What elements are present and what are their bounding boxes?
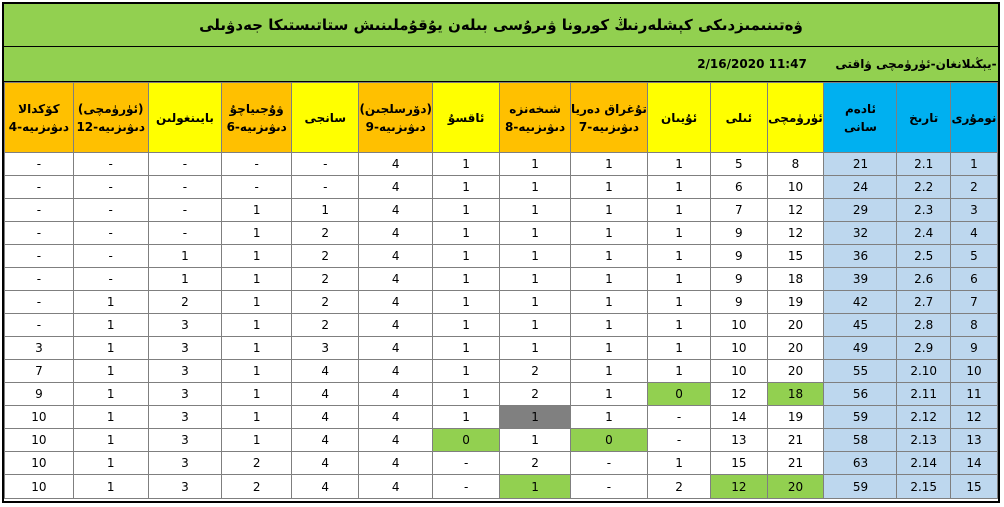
column-header-line: 9-دىۋىزىيە	[365, 119, 426, 134]
table-cell[interactable]: 1	[571, 222, 648, 245]
table-cell[interactable]: 1	[647, 199, 710, 222]
table-cell[interactable]: 1	[571, 176, 648, 199]
column-header-line: 4-دىۋىزىيە	[8, 119, 69, 134]
column-header	[571, 83, 648, 153]
table-cell[interactable]: 2.9	[897, 337, 950, 360]
table-cell[interactable]: -	[647, 406, 710, 429]
column-header	[222, 83, 292, 153]
table-cell[interactable]: 1	[647, 291, 710, 314]
table-cell[interactable]: 21	[767, 452, 824, 475]
table-cell[interactable]: 15	[711, 452, 767, 475]
column-header-line: 6-دىۋىزىيە	[226, 119, 287, 134]
table-row	[5, 268, 998, 291]
table-cell[interactable]: 1	[432, 199, 499, 222]
table-cell[interactable]: 9	[711, 245, 767, 268]
table-cell[interactable]: 4	[359, 475, 433, 499]
table-cell[interactable]: 10	[711, 360, 767, 383]
column-header-line: ئادەم	[844, 101, 876, 116]
table-cell[interactable]: 4	[359, 314, 433, 337]
column-header-line: سانى	[843, 119, 877, 134]
table-cell[interactable]: -	[222, 153, 292, 176]
table-cell[interactable]: 55	[824, 360, 897, 383]
table-cell[interactable]: 36	[824, 245, 897, 268]
table-cell[interactable]: 1	[647, 222, 710, 245]
table-cell[interactable]: 14	[950, 452, 997, 475]
table-cell[interactable]: 1	[571, 360, 648, 383]
table-cell[interactable]: 20	[767, 360, 824, 383]
column-header-line: ۋۇجىياچۇ	[229, 101, 284, 116]
table-cell[interactable]: 0	[571, 429, 648, 452]
table-cell[interactable]: 2.2	[897, 176, 950, 199]
table-cell[interactable]: 1	[222, 337, 292, 360]
column-header-line: كۆكدالا	[18, 101, 60, 116]
table-cell[interactable]: 4	[359, 222, 433, 245]
table-title	[4, 4, 998, 47]
table-cell[interactable]: -	[73, 153, 148, 176]
table-cell[interactable]: 1	[647, 314, 710, 337]
column-header	[950, 83, 997, 153]
table-cell[interactable]: 8	[767, 153, 824, 176]
table-cell[interactable]: 5	[711, 153, 767, 176]
table-cell[interactable]: 10	[711, 314, 767, 337]
spreadsheet	[2, 2, 1000, 503]
table-row	[5, 429, 998, 452]
table-cell[interactable]: 1	[571, 383, 648, 406]
table-row	[5, 383, 998, 406]
table-cell[interactable]: 4	[359, 245, 433, 268]
table-row	[5, 475, 998, 499]
table-cell[interactable]: 4	[292, 406, 359, 429]
column-header	[5, 83, 74, 153]
table-cell[interactable]: 1	[432, 222, 499, 245]
table-cell[interactable]: 1	[647, 176, 710, 199]
table-cell[interactable]: 20	[767, 475, 824, 499]
table-cell[interactable]: 7	[950, 291, 997, 314]
table-cell[interactable]: 10	[950, 360, 997, 383]
table-cell[interactable]: -	[5, 222, 74, 245]
table-cell[interactable]: 10	[5, 429, 74, 452]
table-cell[interactable]: 10	[767, 176, 824, 199]
table-cell[interactable]: 4	[359, 268, 433, 291]
table-row	[5, 291, 998, 314]
table-cell[interactable]: 4	[359, 199, 433, 222]
table-cell[interactable]: 42	[824, 291, 897, 314]
table-cell[interactable]: 7	[711, 199, 767, 222]
table-cell[interactable]: 59	[824, 475, 897, 499]
table-cell[interactable]: -	[432, 452, 499, 475]
table-cell[interactable]: 2	[500, 360, 571, 383]
table-cell[interactable]: 4	[359, 383, 433, 406]
table-cell[interactable]: 2	[148, 291, 222, 314]
table-cell[interactable]: -	[5, 268, 74, 291]
table-cell[interactable]: 13	[711, 429, 767, 452]
table-cell[interactable]: 1	[500, 268, 571, 291]
table-cell[interactable]: -	[73, 222, 148, 245]
table-cell[interactable]: 6	[711, 176, 767, 199]
update-timestamp: 2/16/2020 11:47	[697, 57, 807, 71]
table-cell[interactable]: 59	[824, 406, 897, 429]
table-cell[interactable]: 10	[5, 406, 74, 429]
table-cell[interactable]: 1	[500, 153, 571, 176]
table-row	[5, 337, 998, 360]
column-header-line: تارىخ	[909, 110, 939, 125]
table-cell[interactable]: 2.15	[897, 475, 950, 499]
table-cell[interactable]: 49	[824, 337, 897, 360]
table-cell[interactable]: 4	[292, 452, 359, 475]
column-header-line: ئۈرۈمچى	[768, 110, 823, 125]
table-cell[interactable]: -	[5, 314, 74, 337]
table-cell[interactable]: -	[222, 176, 292, 199]
table-cell[interactable]: 1	[432, 314, 499, 337]
table-cell[interactable]: 2.5	[897, 245, 950, 268]
table-cell[interactable]: 1	[292, 199, 359, 222]
table-cell[interactable]: 4	[359, 360, 433, 383]
table-cell[interactable]: 2	[500, 383, 571, 406]
table-cell[interactable]: 2.13	[897, 429, 950, 452]
table-cell[interactable]: -	[292, 176, 359, 199]
table-cell[interactable]: 1	[571, 314, 648, 337]
table-cell[interactable]: 2	[292, 314, 359, 337]
column-header-line: تۇغراق دەريا	[571, 101, 647, 116]
column-header	[500, 83, 571, 153]
table-cell[interactable]: 2.8	[897, 314, 950, 337]
table-row	[5, 199, 998, 222]
column-header	[432, 83, 499, 153]
table-cell[interactable]: 39	[824, 268, 897, 291]
column-header-line: بايىنغولىن	[156, 110, 214, 125]
table-cell[interactable]: 4	[950, 222, 997, 245]
table-cell[interactable]: 2.6	[897, 268, 950, 291]
table-cell[interactable]: 2.4	[897, 222, 950, 245]
table-cell[interactable]: 3	[148, 452, 222, 475]
table-cell[interactable]: 1	[432, 383, 499, 406]
table-cell[interactable]: 3	[292, 337, 359, 360]
table-cell[interactable]: 18	[767, 383, 824, 406]
table-cell[interactable]: 4	[359, 153, 433, 176]
column-header-line: 7-دىۋىزىيە	[578, 119, 640, 134]
table-cell[interactable]: 2.7	[897, 291, 950, 314]
table-cell[interactable]: 1	[647, 153, 710, 176]
table-cell[interactable]: 1	[571, 337, 648, 360]
table-cell[interactable]: 4	[292, 383, 359, 406]
column-header	[711, 83, 767, 153]
table-cell[interactable]: 6	[950, 268, 997, 291]
table-cell[interactable]: 1	[647, 245, 710, 268]
table-cell[interactable]: 11	[950, 383, 997, 406]
table-cell[interactable]: 1	[647, 268, 710, 291]
table-cell[interactable]: 3	[5, 337, 74, 360]
table-cell[interactable]: 2	[222, 452, 292, 475]
table-cell[interactable]: 1	[500, 475, 571, 499]
table-cell[interactable]: 1	[73, 360, 148, 383]
table-cell[interactable]: 1	[222, 268, 292, 291]
table-cell[interactable]: 1	[222, 291, 292, 314]
table-cell[interactable]: 1	[222, 314, 292, 337]
table-title-text: ۋەتىنىمىزدىكى كېشلەرنىڭ كورونا ۋىرۇسى بىلەن يۇقۇملىنىش ستاتىستىكا جەدۋىلى	[199, 16, 803, 34]
table-cell[interactable]: 10	[5, 452, 74, 475]
table-cell[interactable]: 2	[292, 268, 359, 291]
table-cell[interactable]: 1	[432, 245, 499, 268]
table-cell[interactable]: 2	[222, 475, 292, 499]
table-cell[interactable]: 1	[500, 176, 571, 199]
column-header	[824, 83, 897, 153]
table-cell[interactable]: 1	[222, 429, 292, 452]
table-cell[interactable]: 29	[824, 199, 897, 222]
table-cell[interactable]: 1	[222, 406, 292, 429]
table-cell[interactable]: 4	[359, 452, 433, 475]
header-row	[5, 83, 998, 153]
table-cell[interactable]: 12	[950, 406, 997, 429]
table-cell[interactable]: 9	[711, 268, 767, 291]
table-cell[interactable]: 45	[824, 314, 897, 337]
column-header	[359, 83, 433, 153]
table-cell[interactable]: 58	[824, 429, 897, 452]
column-header	[292, 83, 359, 153]
table-cell[interactable]: -	[73, 268, 148, 291]
table-cell[interactable]: 1	[432, 406, 499, 429]
table-cell[interactable]: -	[73, 245, 148, 268]
column-header	[148, 83, 222, 153]
column-header-line: ئىلى	[725, 110, 753, 125]
table-cell[interactable]: 12	[767, 222, 824, 245]
table-cell[interactable]: 1	[73, 475, 148, 499]
table-cell[interactable]: 9	[950, 337, 997, 360]
table-cell[interactable]: 56	[824, 383, 897, 406]
table-row	[5, 245, 998, 268]
table-cell[interactable]: 1	[432, 176, 499, 199]
table-cell[interactable]: 63	[824, 452, 897, 475]
column-header-line: سانجى	[304, 110, 347, 125]
table-cell[interactable]: 9	[711, 222, 767, 245]
column-header-line: شىخەنزە	[509, 101, 561, 116]
table-cell[interactable]: 32	[824, 222, 897, 245]
table-cell[interactable]: 12	[711, 475, 767, 499]
table-cell[interactable]: -	[148, 153, 222, 176]
cases-table	[4, 82, 998, 499]
table-cell[interactable]: -	[5, 245, 74, 268]
table-cell[interactable]: 14	[711, 406, 767, 429]
table-cell[interactable]: 1	[148, 268, 222, 291]
table-cell[interactable]: 2.14	[897, 452, 950, 475]
table-cell[interactable]: 13	[950, 429, 997, 452]
table-cell[interactable]: 1	[647, 360, 710, 383]
table-cell[interactable]: 1	[73, 429, 148, 452]
table-cell[interactable]: 1	[500, 406, 571, 429]
column-header-line: 12-دىۋىزىيە	[76, 119, 145, 134]
table-cell[interactable]: 5	[950, 245, 997, 268]
table-cell[interactable]: 1	[571, 199, 648, 222]
table-cell[interactable]: 4	[292, 429, 359, 452]
table-cell[interactable]: 10	[5, 475, 74, 499]
table-cell[interactable]: 7	[5, 360, 74, 383]
table-row	[5, 153, 998, 176]
table-cell[interactable]: 21	[767, 429, 824, 452]
table-cell[interactable]: 1	[73, 337, 148, 360]
table-cell[interactable]: -	[5, 291, 74, 314]
table-cell[interactable]: -	[571, 475, 648, 499]
table-cell[interactable]: 24	[824, 176, 897, 199]
table-cell[interactable]: 1	[73, 452, 148, 475]
table-cell[interactable]: 1	[500, 199, 571, 222]
table-cell[interactable]: 2.1	[897, 153, 950, 176]
table-cell[interactable]: 1	[571, 291, 648, 314]
column-header-line: ئاقسۇ	[447, 110, 485, 125]
column-header-line: (ئۈرۈمچى)	[77, 101, 144, 116]
table-cell[interactable]: 4	[292, 475, 359, 499]
column-header	[767, 83, 824, 153]
table-cell[interactable]: 1	[222, 383, 292, 406]
table-cell[interactable]: 8	[950, 314, 997, 337]
table-cell[interactable]: 4	[292, 360, 359, 383]
column-header-line: (دۆرسلجىن)	[359, 101, 432, 116]
table-cell[interactable]: 1	[571, 268, 648, 291]
table-cell[interactable]: 1	[432, 360, 499, 383]
table-cell[interactable]: 10	[711, 337, 767, 360]
table-cell[interactable]: 1	[571, 406, 648, 429]
table-cell[interactable]: 1	[432, 337, 499, 360]
table-cell[interactable]: 20	[767, 337, 824, 360]
table-cell[interactable]: 1	[432, 268, 499, 291]
table-cell[interactable]: 15	[950, 475, 997, 499]
table-cell[interactable]: 2.10	[897, 360, 950, 383]
table-cell[interactable]: 2	[292, 291, 359, 314]
table-cell[interactable]: 12	[711, 383, 767, 406]
table-cell[interactable]: 1	[571, 245, 648, 268]
table-cell[interactable]: 1	[222, 360, 292, 383]
table-cell[interactable]: 1	[432, 291, 499, 314]
column-header-line: ئۇيىان	[660, 110, 698, 125]
table-cell[interactable]: 18	[767, 268, 824, 291]
info-bar	[4, 47, 998, 82]
table-cell[interactable]: 19	[767, 291, 824, 314]
table-cell[interactable]: 4	[359, 176, 433, 199]
table-cell[interactable]: 0	[432, 429, 499, 452]
table-cell[interactable]: 2.3	[897, 199, 950, 222]
table-cell[interactable]: 2	[950, 176, 997, 199]
table-cell[interactable]: 1	[647, 337, 710, 360]
table-cell[interactable]: -	[5, 199, 74, 222]
table-cell[interactable]: 3	[148, 429, 222, 452]
table-cell[interactable]: 1	[500, 222, 571, 245]
table-cell[interactable]: 4	[359, 429, 433, 452]
table-cell[interactable]: -	[5, 176, 74, 199]
table-cell[interactable]: 2	[292, 222, 359, 245]
table-cell[interactable]: -	[5, 153, 74, 176]
table-cell[interactable]: 9	[5, 383, 74, 406]
table-cell[interactable]: 1	[73, 291, 148, 314]
table-cell[interactable]: 1	[647, 452, 710, 475]
table-row	[5, 452, 998, 475]
table-cell[interactable]: 1	[500, 245, 571, 268]
table-cell[interactable]: -	[73, 176, 148, 199]
table-cell[interactable]: 1	[73, 383, 148, 406]
table-cell[interactable]: 12	[767, 199, 824, 222]
table-cell[interactable]: 15	[767, 245, 824, 268]
table-cell[interactable]: 0	[647, 383, 710, 406]
table-cell[interactable]: -	[148, 176, 222, 199]
table-cell[interactable]: 1	[73, 406, 148, 429]
table-cell[interactable]: 4	[359, 291, 433, 314]
table-cell[interactable]: 2.11	[897, 383, 950, 406]
table-cell[interactable]: 3	[950, 199, 997, 222]
table-cell[interactable]: -	[647, 429, 710, 452]
table-cell[interactable]: 1	[222, 245, 292, 268]
table-cell[interactable]: 3	[148, 475, 222, 499]
table-cell[interactable]: 3	[148, 406, 222, 429]
table-cell[interactable]: 2	[292, 245, 359, 268]
table-cell[interactable]: 3	[148, 314, 222, 337]
table-cell[interactable]: 1	[148, 245, 222, 268]
table-row	[5, 222, 998, 245]
table-cell[interactable]: 9	[711, 291, 767, 314]
table-row	[5, 314, 998, 337]
column-header-line: نومۇرى	[951, 110, 997, 125]
column-header-line: 8-دىۋىزىيە	[505, 119, 566, 134]
table-cell[interactable]: 2	[647, 475, 710, 499]
column-header	[897, 83, 950, 153]
table-cell[interactable]: 19	[767, 406, 824, 429]
table-cell[interactable]: 2	[500, 452, 571, 475]
table-cell[interactable]: 4	[359, 406, 433, 429]
table-cell[interactable]: 3	[148, 383, 222, 406]
column-header	[73, 83, 148, 153]
table-cell[interactable]: -	[292, 153, 359, 176]
table-row	[5, 360, 998, 383]
table-cell[interactable]: 3	[148, 337, 222, 360]
table-cell[interactable]: 1	[500, 429, 571, 452]
table-row	[5, 406, 998, 429]
table-cell[interactable]: 1	[500, 337, 571, 360]
table-cell[interactable]: 20	[767, 314, 824, 337]
table-cell[interactable]: -	[571, 452, 648, 475]
table-cell[interactable]: 1	[222, 199, 292, 222]
table-cell[interactable]: -	[73, 199, 148, 222]
table-cell[interactable]: 1	[950, 153, 997, 176]
update-time-label: يېڭىلانغان-ئۈرۈمچى ۋاقتى-	[835, 57, 997, 71]
table-cell[interactable]: 1	[432, 153, 499, 176]
table-cell[interactable]: 21	[824, 153, 897, 176]
table-cell[interactable]: 1	[571, 153, 648, 176]
table-cell[interactable]: 1	[73, 314, 148, 337]
table-row	[5, 176, 998, 199]
table-cell[interactable]: 3	[148, 360, 222, 383]
column-header	[647, 83, 710, 153]
table-cell[interactable]: 1	[500, 314, 571, 337]
table-cell[interactable]: 1	[500, 291, 571, 314]
table-cell[interactable]: -	[148, 199, 222, 222]
table-cell[interactable]: -	[432, 475, 499, 499]
table-cell[interactable]: 2.12	[897, 406, 950, 429]
table-cell[interactable]: -	[148, 222, 222, 245]
table-cell[interactable]: 4	[359, 337, 433, 360]
table-cell[interactable]: 1	[222, 222, 292, 245]
